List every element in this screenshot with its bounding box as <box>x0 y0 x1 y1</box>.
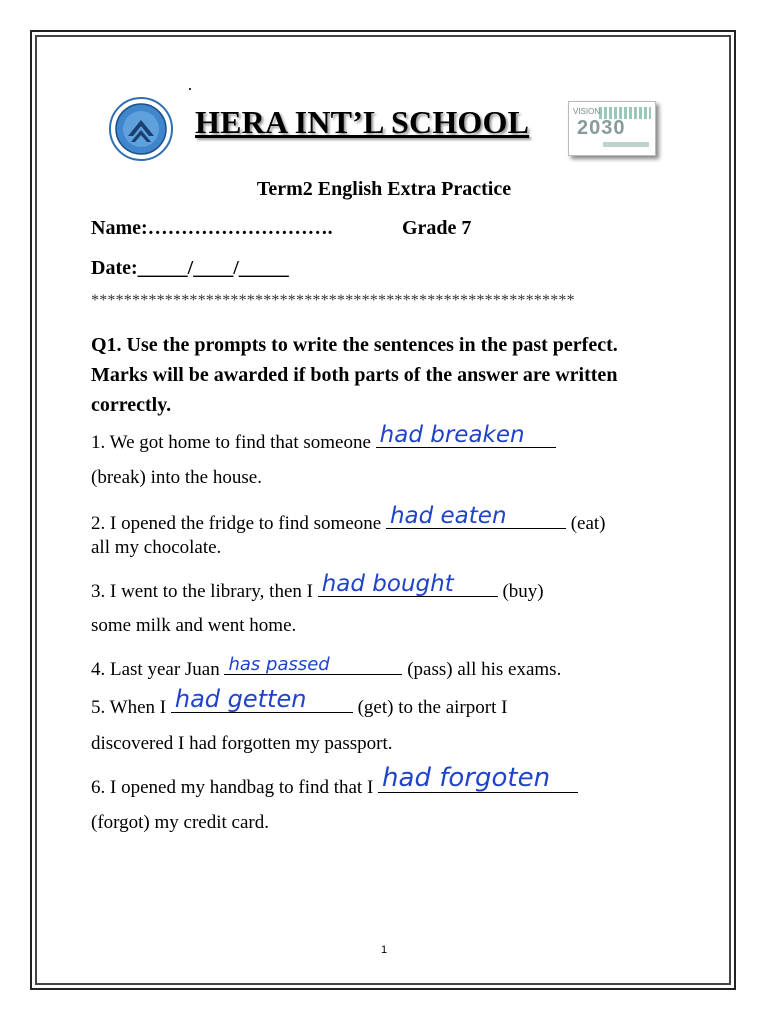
page-number: 1 <box>380 944 388 956</box>
exercise-item-1-line2: (break) into the house. <box>91 467 262 488</box>
vision-arabic-text <box>603 142 649 147</box>
exercise-item-5 <box>91 685 508 719</box>
item-text-before: 1. We got home to find that someone <box>91 432 376 453</box>
vision-label: VISION <box>573 107 601 116</box>
answer-blank[interactable] <box>318 571 498 597</box>
handwritten-answer: had getten <box>174 685 307 713</box>
answer-blank[interactable] <box>386 503 566 529</box>
exercise-item-5-line2: discovered I had forgotten my passport. <box>91 733 393 754</box>
question-title: Q1. Use the prompts to write the sentences in the past perfect. Marks will be awarded if both parts of the answer are written correctly. <box>91 334 618 416</box>
exercise-item-4 <box>91 654 561 681</box>
item-text-before: 6. I opened my handbag to find that I <box>91 777 379 798</box>
handwritten-answer: had bought <box>321 571 454 597</box>
grade-label: Grade 7 <box>402 217 472 239</box>
date-field-label: Date:_____/____/_____ <box>91 257 289 279</box>
exercise-item-2 <box>91 503 606 535</box>
handwritten-answer: has passed <box>228 654 330 675</box>
exercise-item-2-line2: all my chocolate. <box>91 537 222 558</box>
stray-mark <box>189 88 191 90</box>
exercise-item-6-line2: (forgot) my credit card. <box>91 812 269 833</box>
item-text-after: (eat) <box>565 513 606 534</box>
answer-blank[interactable] <box>378 763 578 793</box>
item-text-before: 4. Last year Juan <box>91 659 225 680</box>
separator-line: *********************************************************** <box>91 292 575 309</box>
exercise-item-3 <box>91 571 544 603</box>
handwritten-answer: had forgoten <box>382 763 551 793</box>
name-field-label: Name:………………………. <box>91 217 333 239</box>
item-text-before: 2. I opened the fridge to find someone <box>91 513 386 534</box>
item-text-before: 5. When I <box>91 697 171 718</box>
handwritten-answer: had eaten <box>389 503 507 529</box>
exercise-item-3-line2: some milk and went home. <box>91 615 297 636</box>
answer-blank[interactable] <box>376 422 556 448</box>
school-logo <box>108 96 174 162</box>
item-text-before: 3. I went to the library, then I <box>91 581 318 602</box>
exercise-item-6 <box>91 763 578 799</box>
answer-blank[interactable] <box>224 654 402 675</box>
handwritten-answer: had breaken <box>379 422 525 448</box>
item-text-after: (buy) <box>497 581 544 602</box>
school-name: HERA INT’L SCHOOL <box>195 104 530 140</box>
item-text-after: (pass) all his exams. <box>402 659 562 680</box>
vision-year: 2030 <box>577 117 626 139</box>
worksheet-subtitle: Term2 English Extra Practice <box>256 178 512 200</box>
vision-2030-logo <box>568 101 656 156</box>
item-text-after: (get) to the airport I <box>352 697 508 718</box>
answer-blank[interactable] <box>171 685 353 713</box>
exercise-item-1 <box>91 422 556 454</box>
